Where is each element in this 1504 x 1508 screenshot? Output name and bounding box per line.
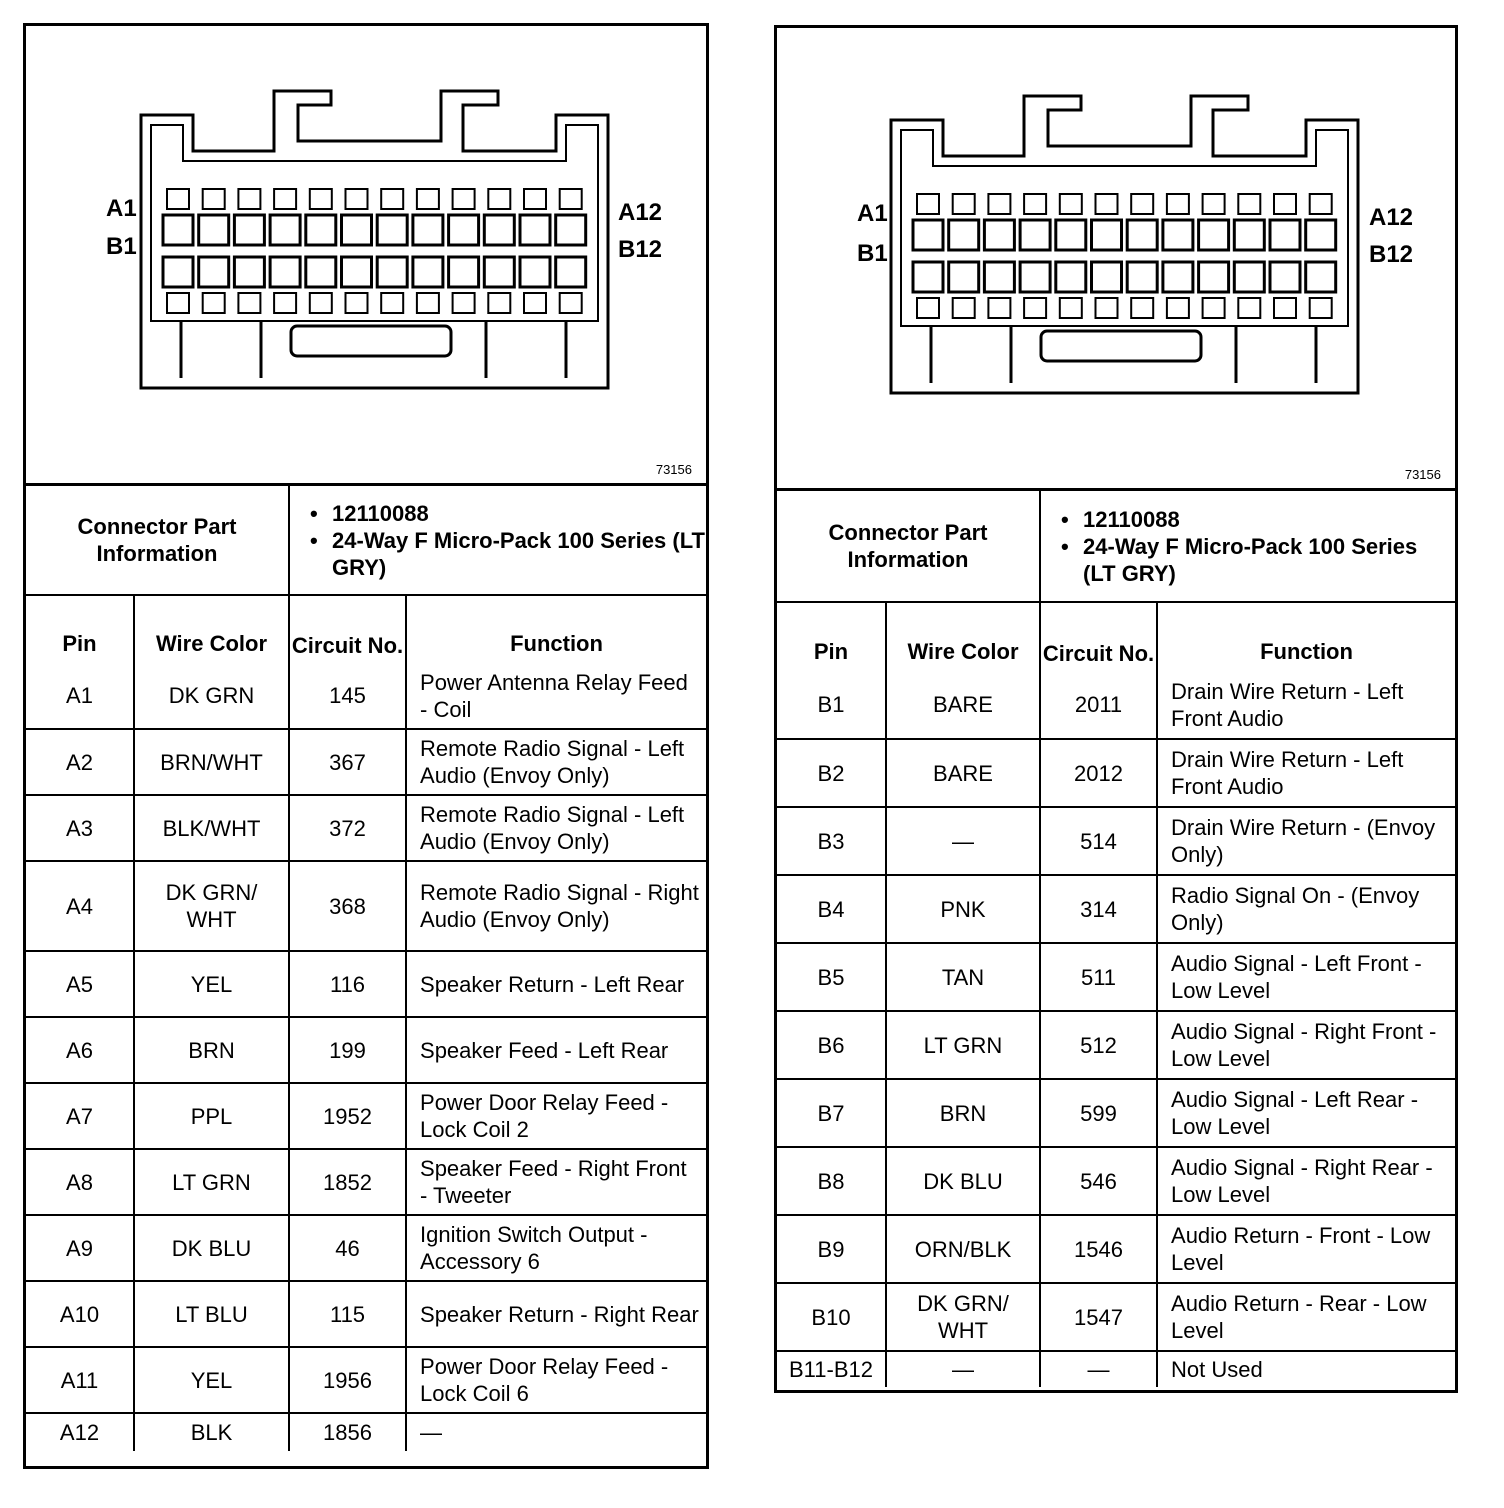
pin-cell: A7 <box>26 1083 134 1149</box>
cavity-row-a <box>1056 220 1086 250</box>
table-row <box>26 1281 706 1347</box>
terminal-bottom <box>988 298 1010 318</box>
label-b12: B12 <box>1369 241 1414 268</box>
terminal-top <box>1238 194 1260 214</box>
cavity-row-a <box>234 215 264 245</box>
table-row <box>26 1347 706 1413</box>
terminal-bottom <box>524 293 546 313</box>
cavity-row-a <box>377 215 407 245</box>
part-info-label: Connector Part Information <box>777 491 1040 602</box>
function-cell: Speaker Feed - Right Front - Tweeter <box>406 1149 706 1215</box>
terminal-bottom <box>1203 298 1225 318</box>
table-row <box>26 729 706 795</box>
cavity-row-a <box>1270 220 1300 250</box>
label-a12: A12 <box>1369 204 1414 231</box>
label-b1: B1 <box>106 233 137 260</box>
wire-color-cell: DK GRN <box>134 663 289 729</box>
cavity-row-b <box>913 262 943 292</box>
cavity-row-b <box>163 257 193 287</box>
cavity-row-b <box>234 257 264 287</box>
figure-number: 73156 <box>1404 467 1441 482</box>
part-info <box>289 486 706 595</box>
connector-panel-a <box>23 23 709 1469</box>
connector-panel-b <box>774 25 1458 1393</box>
terminal-top <box>1060 194 1082 214</box>
terminal-bottom <box>1238 298 1260 318</box>
terminal-top <box>310 189 332 209</box>
terminal-top <box>1024 194 1046 214</box>
circuit-cell: 314 <box>1040 875 1157 943</box>
pin-cell: A12 <box>26 1413 134 1451</box>
terminal-bottom <box>1096 298 1118 318</box>
terminal-bottom <box>274 293 296 313</box>
terminal-top <box>988 194 1010 214</box>
wire-color-cell: DK GRN/ WHT <box>886 1283 1040 1351</box>
table-row <box>26 1413 706 1451</box>
function-cell: Not Used <box>1157 1351 1455 1387</box>
function-cell: Power Door Relay Feed - Lock Coil 2 <box>406 1083 706 1149</box>
terminal-bottom <box>1024 298 1046 318</box>
pin-cell: A5 <box>26 951 134 1017</box>
cavity-row-b <box>270 257 300 287</box>
terminal-top <box>488 189 510 209</box>
terminal-bottom <box>203 293 225 313</box>
connector-diagram <box>777 28 1455 491</box>
terminal-top <box>453 189 475 209</box>
cavity-row-a <box>949 220 979 250</box>
function-cell: Speaker Return - Right Rear <box>406 1281 706 1347</box>
function-cell: Audio Signal - Left Front - Low Level <box>1157 943 1455 1011</box>
cavity-row-b <box>306 257 336 287</box>
label-a1: A1 <box>106 195 137 222</box>
pin-cell: B1 <box>777 671 886 739</box>
latch-leg <box>1236 326 1316 383</box>
function-cell: Drain Wire Return - Left Front Audio <box>1157 671 1455 739</box>
housing-outline <box>891 96 1358 393</box>
table-row <box>777 1147 1455 1215</box>
circuit-cell: 1546 <box>1040 1215 1157 1283</box>
pin-cell: A6 <box>26 1017 134 1083</box>
terminal-top <box>524 189 546 209</box>
table-row <box>777 1215 1455 1283</box>
terminal-bottom <box>238 293 260 313</box>
circuit-cell: 372 <box>289 795 406 861</box>
circuit-cell: 514 <box>1040 807 1157 875</box>
cavity-row-b <box>1092 262 1122 292</box>
table-row <box>777 943 1455 1011</box>
pin-cell: B7 <box>777 1079 886 1147</box>
wire-color-cell: DK BLU <box>134 1215 289 1281</box>
table-row <box>26 663 706 729</box>
inner-frame <box>901 130 1348 326</box>
terminal-bottom <box>953 298 975 318</box>
cavity-row-b <box>342 257 372 287</box>
function-cell: Speaker Feed - Left Rear <box>406 1017 706 1083</box>
header-wire-color: Wire Color <box>134 595 289 663</box>
terminal-top <box>560 189 582 209</box>
function-cell: Ignition Switch Output - Accessory 6 <box>406 1215 706 1281</box>
part-number: • 12110088 <box>1083 506 1455 533</box>
function-cell: Radio Signal On - (Envoy Only) <box>1157 875 1455 943</box>
wire-color-cell: DK GRN/ WHT <box>134 861 289 951</box>
function-cell: Audio Signal - Right Front - Low Level <box>1157 1011 1455 1079</box>
terminal-top <box>917 194 939 214</box>
cavity-row-a <box>163 215 193 245</box>
terminal-bottom <box>167 293 189 313</box>
latch-leg <box>181 321 261 378</box>
pin-cell: B9 <box>777 1215 886 1283</box>
header-pin: Pin <box>26 595 134 663</box>
circuit-cell: 511 <box>1040 943 1157 1011</box>
part-number: • 12110088 <box>332 500 706 527</box>
terminal-bottom <box>1060 298 1082 318</box>
terminal-bottom <box>1167 298 1189 318</box>
wire-color-cell: LT GRN <box>886 1011 1040 1079</box>
table-row <box>777 1011 1455 1079</box>
circuit-cell: 116 <box>289 951 406 1017</box>
cavity-row-a <box>984 220 1014 250</box>
circuit-cell: 2012 <box>1040 739 1157 807</box>
table-row <box>777 671 1455 739</box>
cavity-row-a <box>556 215 586 245</box>
pin-cell: B5 <box>777 943 886 1011</box>
label-b12: B12 <box>618 236 663 263</box>
wire-color-cell: BLK/WHT <box>134 795 289 861</box>
terminal-top <box>1203 194 1225 214</box>
wire-color-cell: PPL <box>134 1083 289 1149</box>
cavity-row-b <box>1306 262 1336 292</box>
pin-cell: A8 <box>26 1149 134 1215</box>
terminal-top <box>1167 194 1189 214</box>
circuit-cell: 1956 <box>289 1347 406 1413</box>
cavity-row-a <box>1306 220 1336 250</box>
cavity-row-a <box>270 215 300 245</box>
table-row <box>26 795 706 861</box>
pin-cell: A3 <box>26 795 134 861</box>
cavity-row-a <box>913 220 943 250</box>
latch-leg <box>486 321 566 378</box>
wire-color-cell: YEL <box>134 951 289 1017</box>
terminal-top <box>953 194 975 214</box>
terminal-top <box>417 189 439 209</box>
circuit-cell: 1952 <box>289 1083 406 1149</box>
figure-number: 73156 <box>655 462 692 477</box>
pin-cell: B4 <box>777 875 886 943</box>
header-function: Function <box>406 595 706 663</box>
cavity-row-b <box>449 257 479 287</box>
pin-cell: B6 <box>777 1011 886 1079</box>
function-cell: Remote Radio Signal - Left Audio (Envoy Only) <box>406 729 706 795</box>
wire-color-cell: — <box>886 807 1040 875</box>
terminal-bottom <box>1274 298 1296 318</box>
key-slot <box>291 326 451 356</box>
function-cell: Audio Signal - Left Rear - Low Level <box>1157 1079 1455 1147</box>
function-cell: Drain Wire Return - Left Front Audio <box>1157 739 1455 807</box>
wire-color-cell: BARE <box>886 671 1040 739</box>
part-description: • 24-Way F Micro-Pack 100 Series (LT GRY) <box>332 527 706 581</box>
wire-color-cell: LT GRN <box>134 1149 289 1215</box>
function-cell: Power Antenna Relay Feed - Coil <box>406 663 706 729</box>
terminal-bottom <box>560 293 582 313</box>
cavity-row-a <box>1020 220 1050 250</box>
circuit-cell: — <box>1040 1351 1157 1387</box>
cavity-row-a <box>1127 220 1157 250</box>
table-row <box>26 951 706 1017</box>
circuit-cell: 368 <box>289 861 406 951</box>
wire-color-cell: BRN/WHT <box>134 729 289 795</box>
function-cell: Audio Return - Front - Low Level <box>1157 1215 1455 1283</box>
terminal-top <box>1274 194 1296 214</box>
part-description: • 24-Way F Micro-Pack 100 Series (LT GRY) <box>1083 533 1455 587</box>
function-cell: Speaker Return - Left Rear <box>406 951 706 1017</box>
cavity-row-b <box>949 262 979 292</box>
wire-color-cell: BRN <box>134 1017 289 1083</box>
cavity-row-a <box>1199 220 1229 250</box>
circuit-cell: 1547 <box>1040 1283 1157 1351</box>
terminal-bottom <box>310 293 332 313</box>
terminal-top <box>1096 194 1118 214</box>
terminal-top <box>167 189 189 209</box>
cavity-row-b <box>1270 262 1300 292</box>
wire-color-cell: YEL <box>134 1347 289 1413</box>
wire-color-cell: — <box>886 1351 1040 1387</box>
pin-cell: A2 <box>26 729 134 795</box>
terminal-bottom <box>346 293 368 313</box>
pin-cell: B8 <box>777 1147 886 1215</box>
header-function: Function <box>1157 602 1455 671</box>
circuit-cell: 599 <box>1040 1079 1157 1147</box>
pin-cell: A4 <box>26 861 134 951</box>
cavity-row-a <box>1092 220 1122 250</box>
pin-cell: A10 <box>26 1281 134 1347</box>
cavity-row-b <box>556 257 586 287</box>
pin-rows <box>777 671 1455 1387</box>
terminal-top <box>381 189 403 209</box>
table-row <box>777 1351 1455 1387</box>
pinout-table <box>26 486 706 1451</box>
table-row <box>26 1017 706 1083</box>
circuit-cell: 145 <box>289 663 406 729</box>
wire-color-cell: BRN <box>886 1079 1040 1147</box>
cavity-row-b <box>377 257 407 287</box>
terminal-top <box>238 189 260 209</box>
terminal-bottom <box>1131 298 1153 318</box>
inner-frame <box>151 125 598 321</box>
table-row <box>26 1215 706 1281</box>
function-cell: Remote Radio Signal - Right Audio (Envoy Only) <box>406 861 706 951</box>
cavity-row-a <box>306 215 336 245</box>
function-cell: Audio Signal - Right Rear - Low Level <box>1157 1147 1455 1215</box>
label-a12: A12 <box>618 199 663 226</box>
pin-cell: B11-B12 <box>777 1351 886 1387</box>
terminal-bottom <box>488 293 510 313</box>
cavity-row-b <box>413 257 443 287</box>
terminal-bottom <box>453 293 475 313</box>
wire-color-cell: TAN <box>886 943 1040 1011</box>
part-info-label: Connector Part Information <box>26 486 289 595</box>
terminal-bottom <box>417 293 439 313</box>
cavity-row-a <box>199 215 229 245</box>
cavity-row-b <box>1056 262 1086 292</box>
cavity-row-b <box>484 257 514 287</box>
circuit-cell: 46 <box>289 1215 406 1281</box>
cavity-row-a <box>342 215 372 245</box>
table-row <box>777 807 1455 875</box>
cavity-row-a <box>484 215 514 245</box>
circuit-cell: 367 <box>289 729 406 795</box>
terminal-bottom <box>381 293 403 313</box>
table-row <box>26 861 706 951</box>
terminal-top <box>1310 194 1332 214</box>
cavity-row-b <box>199 257 229 287</box>
wire-color-cell: BARE <box>886 739 1040 807</box>
cavity-row-b <box>1163 262 1193 292</box>
connector-diagram <box>26 26 706 486</box>
housing-outline <box>141 91 608 388</box>
header-circuit: Circuit No. <box>289 595 406 663</box>
label-a1: A1 <box>857 200 888 227</box>
terminal-top <box>274 189 296 209</box>
pin-cell: A9 <box>26 1215 134 1281</box>
circuit-cell: 115 <box>289 1281 406 1347</box>
cavity-row-b <box>1234 262 1264 292</box>
table-row <box>26 1083 706 1149</box>
circuit-cell: 2011 <box>1040 671 1157 739</box>
circuit-cell: 199 <box>289 1017 406 1083</box>
table-row <box>777 1283 1455 1351</box>
pin-cell: B10 <box>777 1283 886 1351</box>
cavity-row-b <box>984 262 1014 292</box>
function-cell: Drain Wire Return - (Envoy Only) <box>1157 807 1455 875</box>
pinout-table <box>777 491 1455 1387</box>
circuit-cell: 546 <box>1040 1147 1157 1215</box>
pin-cell: B3 <box>777 807 886 875</box>
cavity-row-b <box>1020 262 1050 292</box>
pin-rows <box>26 663 706 1451</box>
cavity-row-a <box>520 215 550 245</box>
function-cell: Remote Radio Signal - Left Audio (Envoy Only) <box>406 795 706 861</box>
terminal-bottom <box>917 298 939 318</box>
key-slot <box>1041 331 1201 361</box>
terminal-bottom <box>1310 298 1332 318</box>
terminal-top <box>1131 194 1153 214</box>
circuit-cell: 1856 <box>289 1413 406 1451</box>
cavity-row-a <box>1163 220 1193 250</box>
wire-color-cell: DK BLU <box>886 1147 1040 1215</box>
table-row <box>777 875 1455 943</box>
cavity-row-a <box>413 215 443 245</box>
wire-color-cell: LT BLU <box>134 1281 289 1347</box>
part-info <box>1040 491 1455 602</box>
terminal-top <box>203 189 225 209</box>
cavity-row-a <box>449 215 479 245</box>
wire-color-cell: ORN/BLK <box>886 1215 1040 1283</box>
cavity-row-b <box>1127 262 1157 292</box>
table-row <box>777 739 1455 807</box>
pin-cell: B2 <box>777 739 886 807</box>
header-circuit: Circuit No. <box>1040 602 1157 671</box>
cavity-row-a <box>1234 220 1264 250</box>
terminal-top <box>346 189 368 209</box>
label-b1: B1 <box>857 240 888 267</box>
circuit-cell: 512 <box>1040 1011 1157 1079</box>
cavity-row-b <box>1199 262 1229 292</box>
wire-color-cell: BLK <box>134 1413 289 1451</box>
header-wire-color: Wire Color <box>886 602 1040 671</box>
pin-cell: A1 <box>26 663 134 729</box>
function-cell: — <box>406 1413 706 1451</box>
pin-cell: A11 <box>26 1347 134 1413</box>
latch-leg <box>931 326 1011 383</box>
header-pin: Pin <box>777 602 886 671</box>
connector-face-drawing <box>26 26 706 483</box>
function-cell: Power Door Relay Feed - Lock Coil 6 <box>406 1347 706 1413</box>
wire-color-cell: PNK <box>886 875 1040 943</box>
table-row <box>26 1149 706 1215</box>
connector-face-drawing <box>777 28 1455 488</box>
circuit-cell: 1852 <box>289 1149 406 1215</box>
function-cell: Audio Return - Rear - Low Level <box>1157 1283 1455 1351</box>
cavity-row-b <box>520 257 550 287</box>
table-row <box>777 1079 1455 1147</box>
